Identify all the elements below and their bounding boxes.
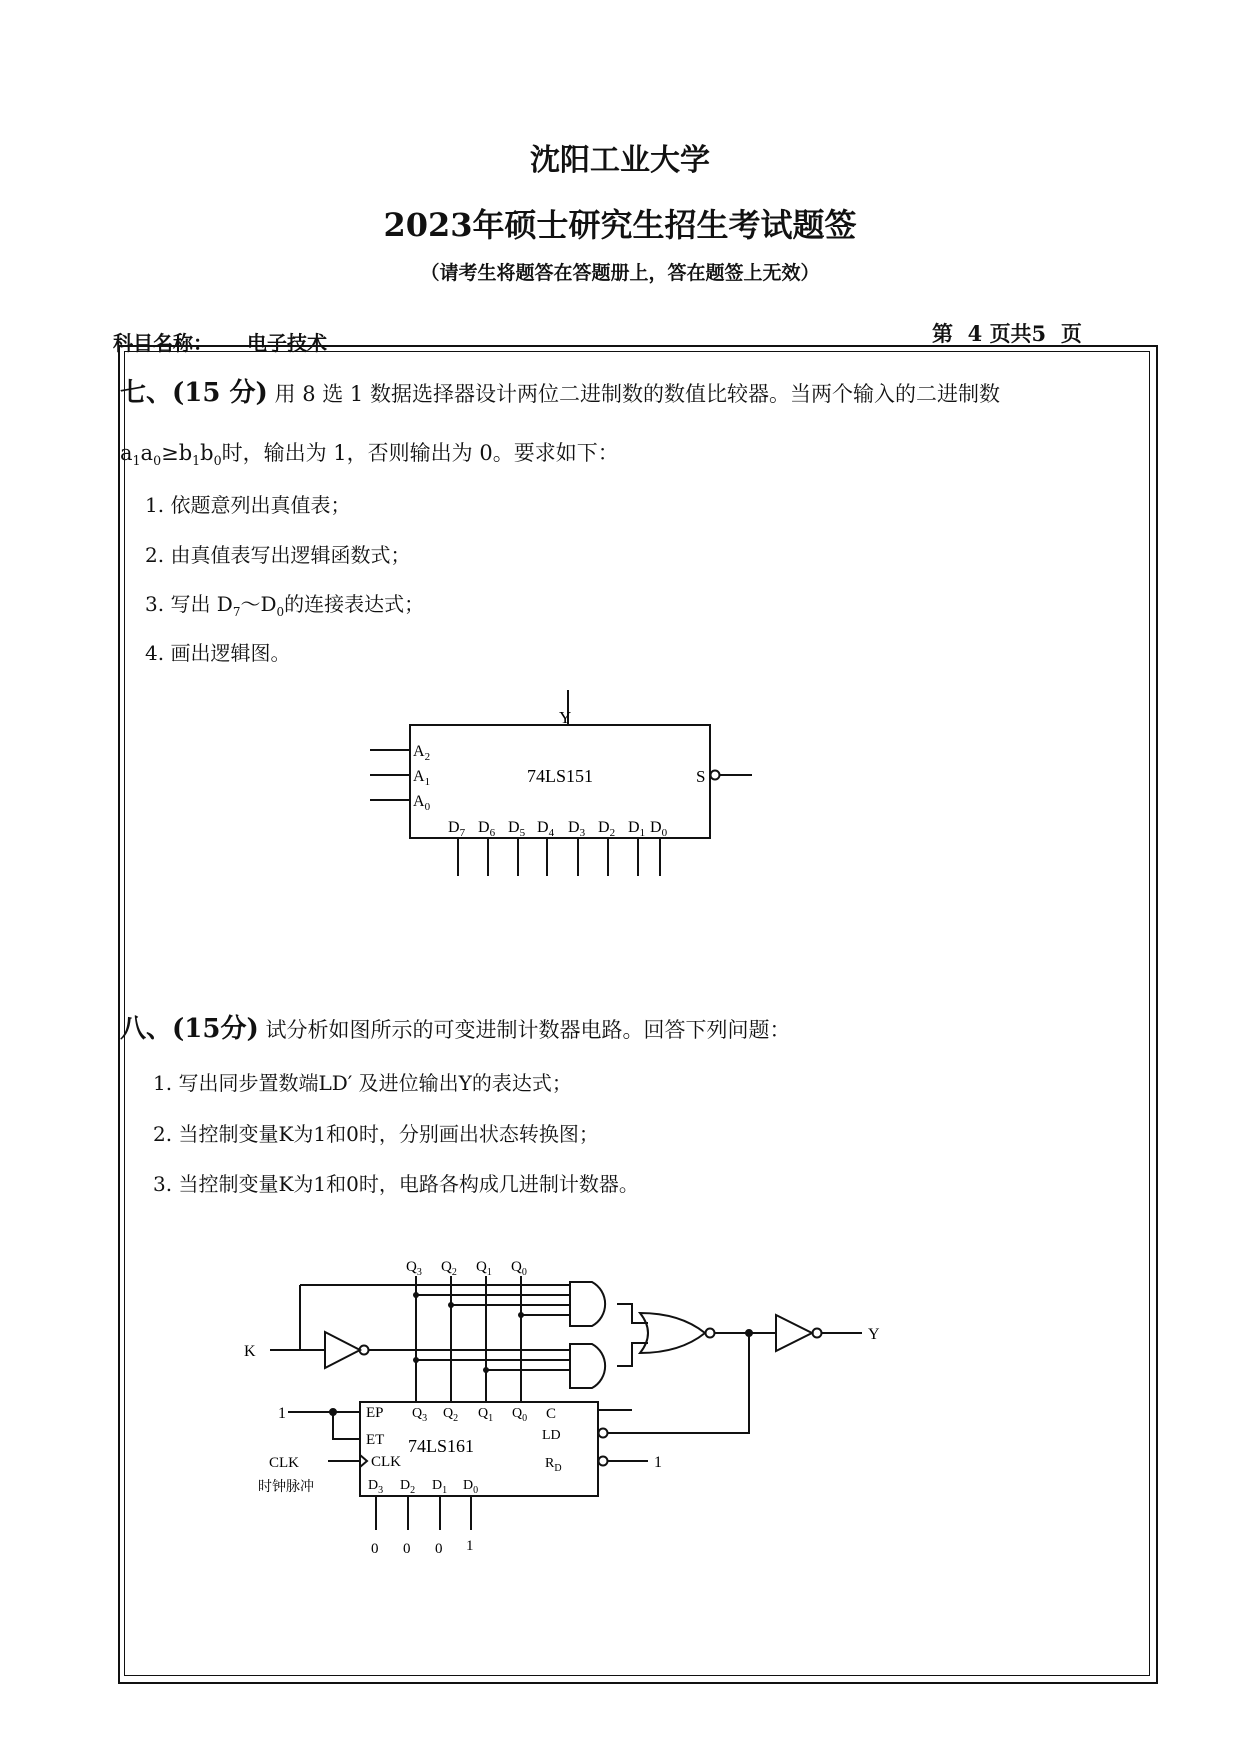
- q7-text-line2: 时，输出为 1，否则输出为 0。要求如下：: [221, 441, 619, 465]
- chip-d3-label: $D_3$: [368, 1478, 384, 1496]
- q8-item-3: 3. 当控制变量K为1和0时，电路各构成几进制计数器。: [153, 1172, 639, 1196]
- et-tie-line: [333, 1412, 360, 1439]
- clk-edge-marker: [360, 1455, 367, 1467]
- mux-d2-label: $D_2$: [598, 819, 616, 839]
- q0-and1-dot: [518, 1312, 524, 1318]
- mux-y-label: Y: [559, 708, 572, 727]
- mux-chip-name: 74LS151: [527, 766, 594, 786]
- y-label: Y: [868, 1326, 880, 1343]
- c-pin-label: C: [546, 1406, 557, 1422]
- mux-d1-label: $D_1$: [628, 819, 646, 839]
- ep-one-label: 1: [278, 1405, 286, 1422]
- mux-d7-label: $D_7$: [448, 819, 466, 839]
- rd-bubble: [599, 1457, 608, 1466]
- q7-item-4: 4. 画出逻辑图。: [145, 641, 291, 665]
- q7-text-line1: 用 8 选 1 数据选择器设计两位二进制数的数值比较器。当两个输入的二进制数: [274, 382, 1000, 406]
- q7-line2: [120, 437, 619, 468]
- rd-pin-label: $R_D$: [545, 1456, 562, 1474]
- subject-label: 科目名称：: [113, 331, 213, 355]
- rd-one-label: 1: [654, 1454, 662, 1471]
- mux-a0-label: $A_0$: [413, 793, 431, 813]
- exam-title: 2023年硕士研究生招生考试题签: [383, 206, 857, 244]
- d0-value: 1: [466, 1538, 474, 1554]
- top-q3-label: $Q_3$: [406, 1259, 422, 1278]
- q3-and1-dot: [413, 1292, 419, 1298]
- mux-74ls151-diagram: [360, 680, 760, 880]
- university-name: 沈阳工业大学: [530, 143, 710, 178]
- ld-pin-label: LD: [542, 1428, 561, 1443]
- chip-q0-label: $Q_0$: [512, 1406, 528, 1424]
- q7-condition: $a_1a_0\ge b_1b_0$: [120, 441, 222, 469]
- clk-ext-label: CLK: [269, 1455, 299, 1471]
- q8-item-1: 1. 写出同步置数端LD′ 及进位输出Y的表达式；: [153, 1071, 572, 1095]
- mux-d4-label: $D_4$: [537, 819, 555, 839]
- q8-item-2: 2. 当控制变量K为1和0时，分别画出状态转换图；: [153, 1122, 599, 1146]
- mux-strobe-bubble: [711, 771, 720, 780]
- q8-intro: 试分析如图所示的可变进制计数器电路。回答下列问题：: [265, 1018, 791, 1042]
- q8-line1: [120, 1008, 790, 1045]
- q7-number: 七、(15 分): [120, 378, 268, 408]
- q3-and2-dot: [413, 1357, 419, 1363]
- d2-value: 0: [403, 1541, 411, 1557]
- page-current: 4: [967, 321, 983, 346]
- chip-d2-label: $D_2$: [400, 1478, 416, 1496]
- q8-number: 八、(15分): [120, 1014, 259, 1044]
- chip-d1-label: $D_1$: [432, 1478, 448, 1496]
- chip-q1-label: $Q_1$: [478, 1406, 494, 1424]
- counter-chip-name: 74LS161: [408, 1436, 475, 1456]
- ep-junction-dot: [330, 1409, 336, 1415]
- q2-and1-dot: [448, 1302, 454, 1308]
- k-inverter: [325, 1332, 360, 1368]
- q1-and2-dot: [483, 1367, 489, 1373]
- mux-d3-label: $D_3$: [568, 819, 586, 839]
- mux-s-label: S: [696, 767, 706, 786]
- et-pin-label: ET: [366, 1432, 385, 1448]
- chip-d0-label: $D_0$: [463, 1478, 479, 1496]
- mux-a2-label: $A_2$: [413, 743, 431, 763]
- top-q0-label: $Q_0$: [511, 1259, 527, 1278]
- ep-pin-label: EP: [366, 1405, 384, 1421]
- mux-d6-label: $D_6$: [478, 819, 496, 839]
- page-indicator: [932, 318, 1082, 348]
- mux-a1-label: $A_1$: [413, 768, 431, 788]
- chip-q3-label: $Q_3$: [412, 1406, 428, 1424]
- clk-desc-label: 时钟脉冲: [258, 1480, 314, 1495]
- page-mid: 页共5: [989, 321, 1047, 346]
- ld-bubble: [599, 1429, 608, 1438]
- or-gate: [640, 1313, 705, 1353]
- q7-line1: [120, 372, 1000, 409]
- subject-value: 电子技术: [247, 331, 327, 355]
- y-inverter: [776, 1315, 812, 1351]
- page-prefix: 第: [932, 321, 953, 346]
- exam-notice: （请考生将题答在答题册上，答在题签上无效）: [420, 262, 820, 284]
- q7-item-2: 2. 由真值表写出逻辑函数式；: [145, 543, 411, 567]
- d1-value: 0: [435, 1541, 443, 1557]
- top-q1-label: $Q_1$: [476, 1259, 492, 1278]
- mux-d0-label: $D_0$: [650, 819, 668, 839]
- counter-74ls161-diagram: [240, 1240, 920, 1570]
- k-label: K: [244, 1343, 256, 1360]
- d3-value: 0: [371, 1541, 379, 1557]
- clk-pin-label: CLK: [371, 1454, 401, 1470]
- mux-d5-label: $D_5$: [508, 819, 526, 839]
- page-suffix: 页: [1060, 321, 1082, 346]
- and-gate-1: [570, 1282, 605, 1326]
- q7-item-3: 3. 写出 $D_7\sim D_0$的连接表达式；: [145, 592, 425, 619]
- or-gate-bubble: [706, 1329, 715, 1338]
- and-gate-2: [570, 1344, 605, 1388]
- top-q2-label: $Q_2$: [441, 1259, 457, 1278]
- q7-item-1: 1. 依题意列出真值表；: [145, 493, 351, 517]
- chip-q2-label: $Q_2$: [443, 1406, 459, 1424]
